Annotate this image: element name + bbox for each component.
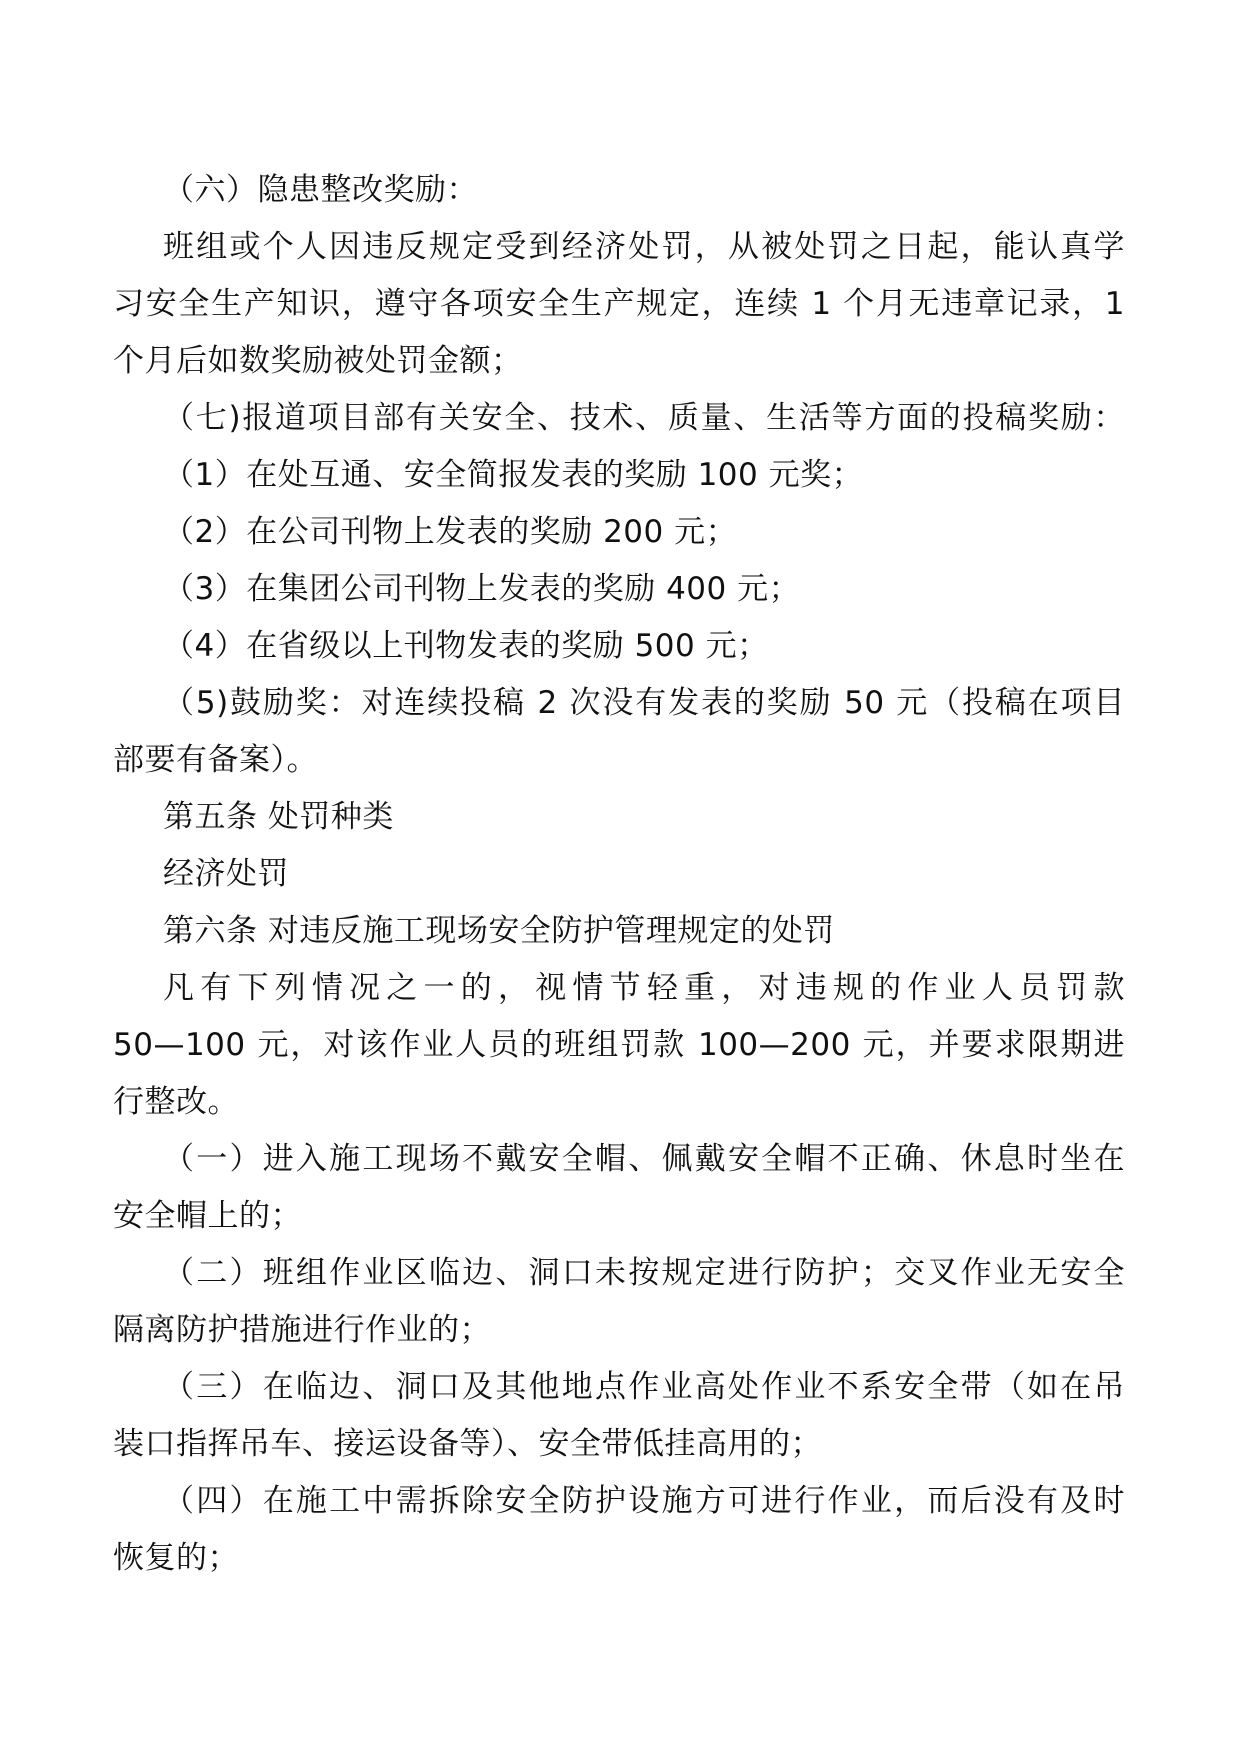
paragraph-line: 装口指挥吊车、接运设备等）、安全带低挂高用的； — [113, 1426, 822, 1462]
paragraph-line: 隔离防护措施进行作业的； — [113, 1312, 491, 1348]
paragraph-line: 习安全生产知识，遵守各项安全生产规定，连续 1 个月无违章记录，1 — [113, 286, 1125, 322]
list-item: （三）在临边、洞口及其他地点作业高处作业不系安全带（如在吊 — [163, 1369, 1125, 1405]
article-heading-6: 第六条 对违反施工现场安全防护管理规定的处罚 — [163, 913, 835, 949]
list-item: （1）在处互通、安全简报发表的奖励 100 元奖； — [163, 457, 864, 493]
list-item: （5)鼓励奖：对连续投稿 2 次没有发表的奖励 50 元（投稿在项目 — [163, 685, 1125, 721]
paragraph-line: 班组或个人因违反规定受到经济处罚，从被处罚之日起，能认真学 — [163, 229, 1125, 265]
paragraph-line: 经济处罚 — [163, 856, 289, 892]
list-item: （3）在集团公司刊物上发表的奖励 400 元； — [163, 571, 801, 607]
paragraph-line: 部要有备案）。 — [113, 742, 318, 778]
list-item: （2）在公司刊物上发表的奖励 200 元； — [163, 514, 738, 550]
heading-submission-reward: （七)报道项目部有关安全、技术、质量、生活等方面的投稿奖励： — [163, 400, 1125, 436]
list-item: （一）进入施工现场不戴安全帽、佩戴安全帽不正确、休息时坐在 — [163, 1141, 1125, 1177]
paragraph-line: 行整改。 — [113, 1084, 239, 1120]
paragraph-line: 50—100 元，对该作业人员的班组罚款 100—200 元，并要求限期进 — [113, 1027, 1125, 1063]
paragraph-line: 安全帽上的； — [113, 1198, 302, 1234]
article-heading-5: 第五条 处罚种类 — [163, 799, 394, 835]
paragraph-line: 凡有下列情况之一的，视情节轻重，对违规的作业人员罚款 — [163, 970, 1125, 1006]
heading-hidden-danger-reward: （六）隐患整改奖励： — [163, 172, 478, 208]
paragraph-line: 个月后如数奖励被处罚金额； — [113, 343, 523, 379]
document-body — [113, 162, 1125, 1587]
list-item: （4）在省级以上刊物发表的奖励 500 元； — [163, 628, 769, 664]
list-item: （二）班组作业区临边、洞口未按规定进行防护；交叉作业无安全 — [163, 1255, 1125, 1291]
paragraph-line: 恢复的； — [113, 1540, 239, 1576]
list-item: （四）在施工中需拆除安全防护设施方可进行作业，而后没有及时 — [163, 1483, 1125, 1519]
